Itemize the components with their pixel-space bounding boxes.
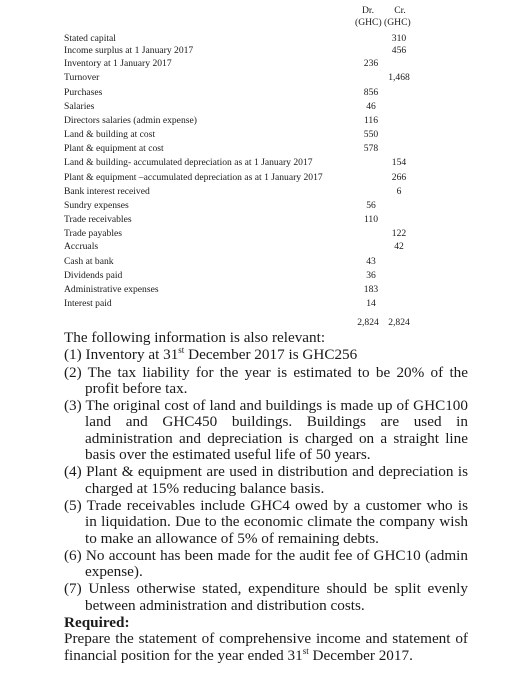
- account-name: Income surplus at 1 January 2017: [64, 45, 194, 56]
- debit-amount: 550: [363, 129, 379, 140]
- note-text: (5) Trade receivables include GHC4 owed by a customer who is in liquidation. Due to the economic climate the company wish to make an allowance of 5% of remaining debts.: [64, 496, 468, 547]
- notes-list: [64, 347, 468, 614]
- note-text-end: December 2017 is GHC256: [184, 346, 358, 364]
- debit-total: 2,824: [357, 317, 379, 328]
- trial-balance-row: [0, 284, 531, 296]
- account-name: Trade payables: [64, 228, 122, 239]
- debit-amount: 183: [363, 284, 379, 295]
- debit-amount: 236: [363, 58, 379, 69]
- credit-amount: 456: [391, 45, 407, 56]
- account-name: Dividends paid: [64, 270, 123, 281]
- trial-balance-row: [0, 200, 531, 212]
- note-superscript: st: [178, 345, 185, 356]
- debit-amount: 14: [366, 298, 376, 309]
- required-task-text-end: December 2017.: [308, 646, 413, 664]
- account-name: Land & building- accumulated depreciation as at 1 January 2017: [64, 157, 313, 168]
- trial-balance-row: [0, 143, 531, 155]
- additional-information: [64, 330, 468, 664]
- account-name: Purchases: [64, 87, 103, 98]
- note-item: [64, 464, 468, 497]
- account-name: Bank interest received: [64, 186, 150, 197]
- debit-column-header: Dr.: [362, 5, 374, 16]
- credit-amount: 1,468: [388, 72, 410, 83]
- account-name: Directors salaries (admin expense): [64, 115, 197, 126]
- account-name: Stated capital: [64, 33, 116, 44]
- trial-balance-units: [0, 17, 531, 29]
- debit-amount: 116: [363, 115, 379, 126]
- account-name: Salaries: [64, 101, 95, 112]
- account-name: Accruals: [64, 241, 99, 252]
- trial-balance-row: [0, 115, 531, 127]
- trial-balance-row: [0, 157, 531, 169]
- trial-balance-row: [0, 101, 531, 113]
- debit-amount: 46: [366, 101, 376, 112]
- debit-amount: 36: [366, 270, 376, 281]
- trial-balance-header: [0, 5, 531, 17]
- trial-balance-row: [0, 129, 531, 141]
- trial-balance-row: [0, 186, 531, 198]
- trial-balance-row: [0, 256, 531, 268]
- trial-balance-row: [0, 33, 531, 45]
- account-name: Plant & equipment –accumulated depreciation as at 1 January 2017: [64, 172, 323, 183]
- credit-amount: 310: [391, 33, 407, 44]
- note-text: (3) The original cost of land and buildings is made up of GHC100 land and GHC450 buildings. Buildings are used in administration and depreciation is charged on a straight line basis over the estimated useful life of 50 years.: [64, 397, 468, 464]
- account-name: Trade receivables: [64, 214, 132, 225]
- debit-amount: 43: [366, 256, 376, 267]
- credit-amount: 6: [396, 186, 402, 197]
- credit-amount: 154: [391, 157, 407, 168]
- account-name: Inventory at 1 January 2017: [64, 58, 172, 69]
- note-text: (7) Unless otherwise stated, expenditure should be split evenly between administration and distribution costs.: [64, 580, 468, 614]
- credit-amount: 42: [394, 241, 404, 252]
- note-text: (2) The tax liability for the year is estimated to be 20% of the profit before tax.: [64, 363, 468, 397]
- note-text: (6) No account has been made for the audit fee of GHC10 (admin expense).: [64, 546, 468, 581]
- debit-amount: 578: [363, 143, 379, 154]
- credit-amount: 266: [391, 172, 407, 183]
- account-name: Plant & equipment at cost: [64, 143, 164, 154]
- credit-column-header: Cr.: [394, 5, 406, 16]
- note-item: [64, 398, 468, 463]
- trial-balance-row: [0, 58, 531, 70]
- required-task-text: Prepare the statement of comprehensive income and statement of financial position for the year ended 31: [64, 630, 468, 664]
- note-item: [64, 498, 468, 547]
- account-name: Sundry expenses: [64, 200, 129, 211]
- note-text: (4) Plant & equipment are used in distribution and depreciation is charged at 15% reducing balance basis.: [64, 463, 468, 497]
- trial-balance-row: [0, 45, 531, 57]
- trial-balance-row: [0, 270, 531, 282]
- note-text: (1) Inventory at 31: [64, 346, 179, 364]
- note-item: [64, 347, 468, 363]
- note-item: [64, 365, 468, 398]
- debit-amount: 856: [363, 87, 379, 98]
- required-task: [64, 631, 468, 664]
- account-name: Turnover: [64, 72, 100, 83]
- trial-balance-row: [0, 214, 531, 226]
- required-heading: Required:: [64, 614, 130, 632]
- notes-intro: The following information is also relevant:: [64, 329, 326, 346]
- trial-balance-row: [0, 228, 531, 240]
- account-name: Interest paid: [64, 298, 112, 309]
- trial-balance-totals: [0, 317, 531, 329]
- trial-balance-row: [0, 241, 531, 253]
- note-item: [64, 548, 468, 581]
- trial-balance-row: [0, 87, 531, 99]
- trial-balance-row: [0, 72, 531, 84]
- currency-units: (GHC) (GHC): [355, 17, 411, 28]
- debit-amount: 110: [363, 214, 379, 225]
- account-name: Land & building at cost: [64, 129, 156, 140]
- credit-total: 2,824: [388, 317, 410, 328]
- account-name: Administrative expenses: [64, 284, 159, 295]
- required-task-superscript: st: [302, 645, 309, 656]
- credit-amount: 122: [391, 228, 407, 239]
- note-item: [64, 581, 468, 614]
- debit-amount: 56: [366, 200, 376, 211]
- trial-balance-row: [0, 298, 531, 310]
- trial-balance-row: [0, 172, 531, 184]
- account-name: Cash at bank: [64, 256, 114, 267]
